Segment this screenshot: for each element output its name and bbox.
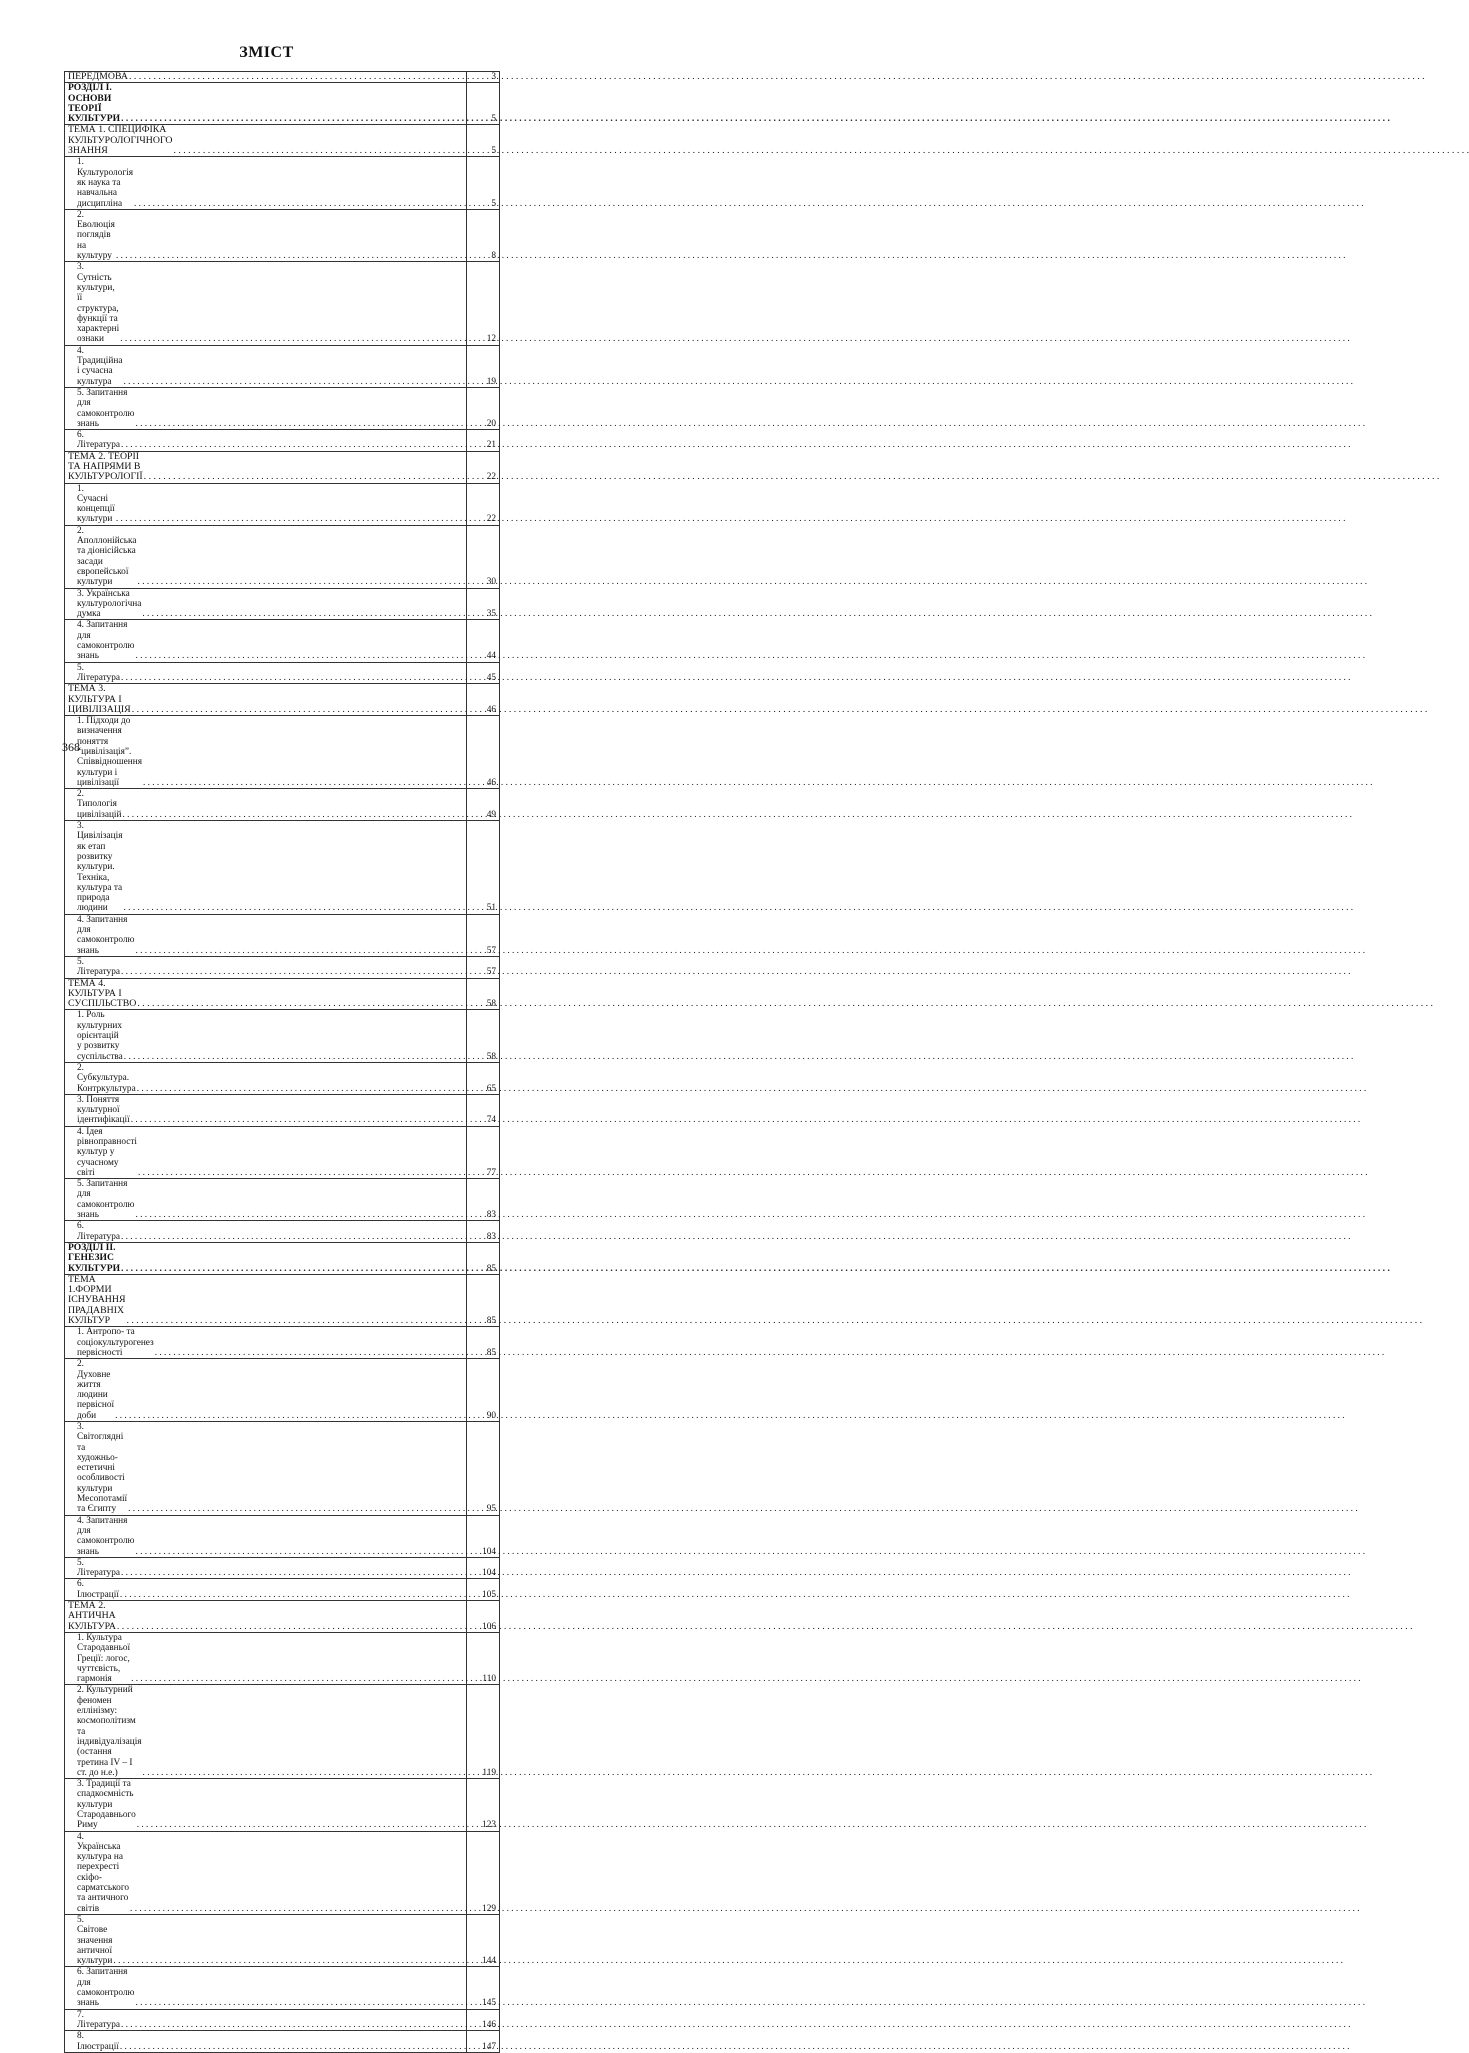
dot-leader bbox=[138, 577, 1368, 587]
toc-entry-item bbox=[65, 525, 500, 588]
toc-entry-page: 146 bbox=[467, 2009, 500, 2031]
toc-entry-title: 5. Запитання для самоконтролю знань bbox=[77, 387, 135, 429]
toc-entry-page: 83 bbox=[467, 1221, 500, 1243]
toc-entry-title: 1. Культура Стародавньої Греції: логос, чуттєвість, гармонія bbox=[77, 1632, 131, 1685]
dot-leader bbox=[124, 903, 1354, 913]
dot-leader bbox=[130, 1904, 1360, 1914]
toc-entry-page: 22 bbox=[467, 451, 500, 483]
toc-entry-title: 4. Запитання для самоконтролю знань bbox=[77, 620, 135, 662]
toc-entry-title: 3. Українська культурологічна думка bbox=[77, 588, 142, 620]
toc-entry-item bbox=[65, 1914, 500, 1966]
toc-entry-page: 106 bbox=[467, 1601, 500, 1633]
toc-entry-item bbox=[65, 1010, 500, 1062]
dot-leader bbox=[136, 1547, 1366, 1557]
dot-leader bbox=[121, 2020, 1351, 2030]
dot-leader bbox=[120, 1590, 1350, 1600]
dot-leader bbox=[144, 472, 1440, 482]
toc-entry-page: 85 bbox=[467, 1242, 500, 1274]
toc-entry-page: 35 bbox=[467, 588, 500, 620]
toc-entry-title: 4. Запитання для самоконтролю знань bbox=[77, 914, 135, 956]
dot-leader bbox=[137, 1820, 1367, 1830]
toc-entry-topic bbox=[65, 1274, 500, 1326]
dot-leader bbox=[136, 1210, 1366, 1220]
toc-entry-title: 3. Сутність культури, її структура, функції та характерні ознаки bbox=[77, 262, 120, 345]
dot-leader bbox=[143, 778, 1373, 788]
toc-entry-item bbox=[65, 387, 500, 429]
dot-leader bbox=[129, 72, 1425, 82]
toc-entry-page: 30 bbox=[467, 525, 500, 588]
toc-entry-topic bbox=[65, 978, 500, 1010]
toc-entry-page: 104 bbox=[467, 1557, 500, 1579]
toc-entry-page: 147 bbox=[467, 2031, 500, 2053]
dot-leader bbox=[121, 673, 1351, 683]
toc-entry-item bbox=[65, 2009, 500, 2031]
toc-entry-title: 2. Культурний феномен еллінізму: космополітизм та індивідуалізація (остання третина IV – I ст. до н.е.) bbox=[77, 1685, 142, 1778]
toc-entry-title: 6. Запитання для самоконтролю знань bbox=[77, 1967, 135, 2009]
toc-entry-item bbox=[65, 483, 500, 525]
toc-entry-title: 4. Українська культура на перехресті скіфо-сарматського та античного світів bbox=[77, 1831, 130, 1914]
toc-entry-title: 4. Ідея рівноправності культур у сучасному світі bbox=[77, 1126, 138, 1178]
toc-entry-item bbox=[65, 1831, 500, 1914]
toc-entry-page: 105 bbox=[467, 1579, 500, 1601]
toc-entry-title: 5. Література bbox=[77, 956, 120, 978]
dot-leader bbox=[124, 1052, 1354, 1062]
toc-entry-item bbox=[65, 1094, 500, 1126]
toc-entry-title: 5. Література bbox=[77, 662, 120, 683]
dot-leader bbox=[121, 967, 1351, 977]
dot-leader bbox=[131, 1115, 1361, 1125]
toc-entry-title: 3. Традиції та спадкоємність культури Стародавнього Риму bbox=[77, 1779, 136, 1831]
dot-leader bbox=[131, 1674, 1361, 1684]
dot-leader bbox=[121, 1264, 1390, 1274]
toc-entry-page: 58 bbox=[467, 978, 500, 1010]
dot-leader bbox=[122, 810, 1352, 820]
dot-leader bbox=[142, 609, 1372, 619]
page-number: 368 bbox=[62, 740, 80, 754]
toc-entry-page: 5 bbox=[467, 83, 500, 125]
dot-leader bbox=[138, 1168, 1368, 1178]
toc-entry-page: 5 bbox=[467, 157, 500, 209]
toc-entry-page: 45 bbox=[467, 662, 500, 684]
toc-entry-page: 20 bbox=[467, 387, 500, 429]
toc-entry-item bbox=[65, 956, 500, 978]
toc-entry-title: ТЕМА 2. ТЕОРІЇ ТА НАПРЯМИ В КУЛЬТУРОЛОГІЇ bbox=[68, 450, 143, 483]
toc-entry-item bbox=[65, 1422, 500, 1516]
toc-entry-page: 77 bbox=[467, 1126, 500, 1178]
dot-leader bbox=[136, 651, 1366, 661]
toc-entry-page: 85 bbox=[467, 1327, 500, 1359]
toc-entry-page: 46 bbox=[467, 684, 500, 716]
toc-entry-title: РОЗДІЛ ІІ. ГЕНЕЗИС КУЛЬТУРИ bbox=[68, 1241, 121, 1274]
dot-leader bbox=[120, 334, 1350, 344]
toc-entry-page: 3 bbox=[467, 72, 500, 83]
toc-entry-item bbox=[65, 2031, 500, 2053]
toc-entry-item bbox=[65, 1327, 500, 1359]
dot-leader bbox=[143, 1768, 1373, 1778]
toc-entry-title: 2. Духовне життя людини первісної доби bbox=[77, 1359, 115, 1421]
toc-entry-title: 1. Роль культурних орієнтацій у розвитку суспільства bbox=[77, 1010, 123, 1062]
toc-entry-title: 4. Запитання для самоконтролю знань bbox=[77, 1515, 135, 1557]
dot-leader bbox=[132, 705, 1428, 715]
toc-entry-page: 22 bbox=[467, 483, 500, 525]
toc-entry-page: 57 bbox=[467, 956, 500, 978]
toc-entry-item bbox=[65, 662, 500, 684]
toc-entry-page: 85 bbox=[467, 1274, 500, 1326]
toc-entry-chapter bbox=[65, 83, 500, 125]
dot-leader bbox=[113, 1956, 1343, 1966]
toc-entry-item bbox=[65, 1779, 500, 1831]
dot-leader bbox=[115, 1411, 1345, 1421]
toc-entry-topic bbox=[65, 72, 500, 83]
toc-entry-page: 119 bbox=[467, 1685, 500, 1779]
toc-entry-page: 110 bbox=[467, 1632, 500, 1684]
toc-entry-page: 83 bbox=[467, 1179, 500, 1221]
toc-entry-title: 6. Література bbox=[77, 1221, 120, 1242]
toc-entry-page: 21 bbox=[467, 430, 500, 452]
toc-entry-item bbox=[65, 620, 500, 662]
toc-entry-page: 129 bbox=[467, 1831, 500, 1914]
toc-entry-item bbox=[65, 1359, 500, 1422]
table-of-contents bbox=[64, 71, 500, 2053]
toc-entry-item bbox=[65, 1179, 500, 1221]
toc-entry-page: 57 bbox=[467, 914, 500, 956]
toc-entry-item bbox=[65, 821, 500, 915]
toc-entry-title: 8. Ілюстрації bbox=[77, 2031, 119, 2052]
toc-entry-item bbox=[65, 1062, 500, 1094]
toc-entry-page: 44 bbox=[467, 620, 500, 662]
toc-entry-title: 4. Традиційна і сучасна культура bbox=[77, 345, 123, 387]
toc-entry-page: 104 bbox=[467, 1515, 500, 1557]
toc-entry-item bbox=[65, 1579, 500, 1601]
toc-entry-title: 3. Світоглядні та художньо-естетичні особливості культури Месопотамії та Єгипту bbox=[77, 1422, 128, 1515]
toc-entry-chapter bbox=[65, 1242, 500, 1274]
toc-entry-title: 2. Аполлонійська та діонісійська засади європейської культури bbox=[77, 525, 137, 588]
toc-entry-item bbox=[65, 209, 500, 261]
dot-leader bbox=[134, 199, 1364, 209]
toc-entry-page: 95 bbox=[467, 1422, 500, 1516]
toc-entry-page: 90 bbox=[467, 1359, 500, 1422]
toc-entry-item bbox=[65, 1632, 500, 1684]
toc-entry-title: РОЗДІЛ І. ОСНОВИ ТЕОРІЇ КУЛЬТУРИ bbox=[68, 82, 121, 125]
toc-entry-title: 1. Культурологія як наука та навчальна дисципліна bbox=[77, 157, 133, 209]
toc-entry-item bbox=[65, 914, 500, 956]
toc-entry-title: 1. Підходи до визначення поняття “цивілізація”. Співвідношення культури і цивілізації bbox=[77, 716, 142, 788]
toc-entry-title: ТЕМА 4. КУЛЬТУРА І СУСПІЛЬСТВО bbox=[68, 977, 137, 1010]
toc-entry-item bbox=[65, 1685, 500, 1779]
dot-leader bbox=[120, 2042, 1350, 2052]
toc-entry-page: 5 bbox=[467, 125, 500, 157]
toc-entry-page: 49 bbox=[467, 789, 500, 821]
toc-entry-title: 2. Субкультура. Контркультура bbox=[77, 1062, 136, 1094]
dot-leader bbox=[126, 1316, 1422, 1326]
toc-entry-page: 144 bbox=[467, 1914, 500, 1966]
toc-entry-page: 51 bbox=[467, 821, 500, 915]
toc-entry-item bbox=[65, 716, 500, 789]
toc-entry-item bbox=[65, 1557, 500, 1579]
dot-leader bbox=[128, 1504, 1358, 1514]
toc-entry-title: 2. Еволюція поглядів на культуру bbox=[77, 209, 115, 262]
toc-entry-page: 65 bbox=[467, 1062, 500, 1094]
dot-leader bbox=[121, 440, 1351, 450]
toc-entry-title: 3. Цивілізація як етап розвитку культури. Техніка, культура та природа людини bbox=[77, 821, 123, 914]
toc-entry-page: 46 bbox=[467, 716, 500, 789]
dot-leader bbox=[173, 146, 1469, 156]
toc-entry-topic bbox=[65, 1601, 500, 1633]
toc-entry-title: 1. Сучасні концепції культури bbox=[77, 483, 115, 525]
toc-entry-title: 7. Література bbox=[77, 2009, 120, 2030]
toc-entry-item bbox=[65, 588, 500, 620]
toc-entry-item bbox=[65, 789, 500, 821]
dot-leader bbox=[117, 1622, 1413, 1632]
dot-leader bbox=[136, 419, 1366, 429]
dot-leader bbox=[121, 1568, 1351, 1578]
dot-leader bbox=[116, 514, 1346, 524]
toc-entry-item bbox=[65, 1126, 500, 1178]
toc-entry-page: 145 bbox=[467, 1967, 500, 2009]
toc-entry-item bbox=[65, 157, 500, 209]
toc-entry-title: ТЕМА 3. КУЛЬТУРА І ЦИВІЛІЗАЦІЯ bbox=[68, 683, 131, 715]
toc-entry-title: 5. Світове значення античної культури bbox=[77, 1914, 113, 1967]
dot-leader bbox=[155, 1348, 1385, 1358]
toc-entry-item bbox=[65, 262, 500, 345]
toc-entry-topic bbox=[65, 125, 500, 157]
toc-entry-title: ТЕМА 2. АНТИЧНА КУЛЬТУРА bbox=[68, 1600, 116, 1632]
toc-entry-title: 6. Література bbox=[77, 430, 120, 451]
toc-entry-title: 2. Типологія цивілізацій bbox=[77, 789, 122, 820]
toc-entry-item bbox=[65, 1967, 500, 2009]
toc-entry-topic bbox=[65, 684, 500, 716]
toc-entry-title: 5. Запитання для самоконтролю знань bbox=[77, 1179, 135, 1221]
toc-entry-title: 1. Антропо- та соціокультурогенез первісності bbox=[77, 1327, 154, 1358]
toc-entry-title: 5. Література bbox=[77, 1557, 120, 1579]
toc-entry-title: 6. Ілюстрації bbox=[77, 1579, 119, 1600]
dot-leader bbox=[116, 251, 1346, 261]
dot-leader bbox=[136, 1998, 1366, 2008]
toc-entry-topic bbox=[65, 451, 500, 483]
toc-entry-page: 123 bbox=[467, 1779, 500, 1831]
page-title: ЗМІСТ bbox=[239, 44, 294, 61]
dot-leader bbox=[136, 946, 1366, 956]
dot-leader bbox=[121, 1232, 1351, 1242]
toc-entry-page: 74 bbox=[467, 1094, 500, 1126]
toc-entry-item bbox=[65, 345, 500, 387]
dot-leader bbox=[121, 114, 1390, 124]
toc-entry-item bbox=[65, 1515, 500, 1557]
toc-entry-page: 8 bbox=[467, 209, 500, 261]
toc-entry-title: ПЕРЕДМОВА bbox=[68, 71, 128, 82]
dot-leader bbox=[137, 1084, 1367, 1094]
toc-entry-page: 19 bbox=[467, 345, 500, 387]
toc-entry-title: ТЕМА 1.ФОРМИ ІСНУВАННЯ ПРАДАВНІХ КУЛЬТУР bbox=[68, 1273, 126, 1327]
toc-entry-title: 3. Поняття культурної ідентифікації bbox=[77, 1094, 130, 1126]
toc-entry-item bbox=[65, 1221, 500, 1243]
toc-entry-page: 12 bbox=[467, 262, 500, 345]
toc-entry-page: 58 bbox=[467, 1010, 500, 1062]
dot-leader bbox=[137, 999, 1433, 1009]
toc-entry-title: ТЕМА 1. СПЕЦИФІКА КУЛЬТУРОЛОГІЧНОГО ЗНАННЯ bbox=[68, 124, 173, 157]
toc-entry-item bbox=[65, 430, 500, 452]
dot-leader bbox=[123, 377, 1353, 387]
